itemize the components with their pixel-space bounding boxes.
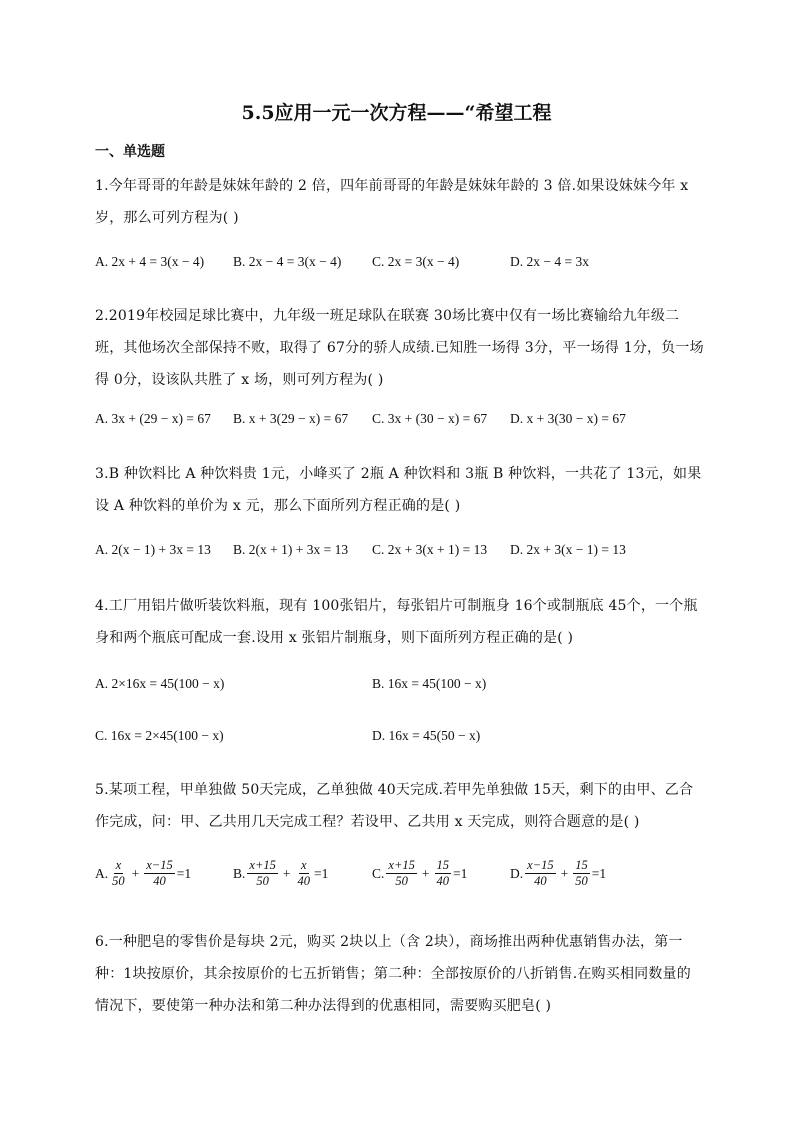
question-3-option-a[interactable]: A. 2(x − 1) + 3x = 13: [95, 542, 211, 557]
question-4-stem: 4.工厂用铝片做听装饮料瓶，现有 100张铝片，每张铝片可制瓶身 16个或制瓶底 45个，一个瓶身和两个瓶底可配成一套.设用 x 张铝片制瓶身，则下面所列方程正确的是( ): [95, 598, 698, 646]
numerator: x: [300, 858, 307, 872]
fraction: [435, 858, 452, 889]
numerator: 15: [436, 858, 449, 872]
numerator: 15: [575, 858, 588, 872]
denominator: 40: [153, 874, 166, 888]
option-letter: B.: [233, 865, 246, 881]
question-3-stem: 3.B 种饮料比 A 种饮料贵 1元，小峰买了 2瓶 A 种饮料和 3瓶 B 种饮料，一共花了 13元，如果设 A 种饮料的单价为 x 元，那么下面所列方程正确的是( ): [95, 466, 702, 514]
denominator: 50: [395, 874, 408, 888]
denominator: 50: [575, 874, 588, 888]
numerator: x−15: [527, 858, 554, 872]
question-1-stem: 1.今年哥哥的年龄是妹妹年龄的 2 倍，四年前哥哥的年龄是妹妹年龄的 3 倍.如果设妹妹今年 x 岁，那么可列方程为( ): [95, 178, 689, 226]
equation-rhs: =1: [591, 865, 607, 881]
option-letter: C.: [372, 865, 385, 881]
numerator: x: [115, 858, 122, 872]
fraction: [525, 858, 555, 889]
fraction: [110, 858, 127, 889]
question-2-option-d[interactable]: D. x + 3(30 − x) = 67: [510, 411, 626, 426]
fraction: [573, 858, 590, 889]
numerator: x−15: [146, 858, 173, 872]
option-letter: A.: [95, 865, 109, 881]
equation-rhs: =1: [176, 865, 192, 881]
question-4-option-b[interactable]: B. 16x = 45(100 − x): [372, 676, 487, 691]
question-2-option-b[interactable]: B. x + 3(29 − x) = 67: [233, 411, 349, 426]
fraction: [247, 858, 277, 889]
equation-rhs: =1: [314, 865, 329, 881]
question-4-option-d[interactable]: D. 16x = 45(50 − x): [372, 728, 481, 743]
question-6-stem: 6.一种肥皂的零售价是每块 2元，购买 2块以上（含 2块），商场推出两种优惠销售办法，第一种：1块按原价，其余按原价的七五折销售；第二种：全部按原价的八折销售.在购买相同数量的情况下，要使第一种办法和第二种办法得到的优惠相同，需要购买肥皂( ): [95, 934, 691, 1014]
section-heading: 一、单选题: [95, 144, 165, 160]
operator: +: [560, 865, 569, 881]
question-5-option-c[interactable]: [372, 858, 467, 889]
numerator: x+15: [388, 858, 415, 872]
question-2-option-c[interactable]: C. 3x + (30 − x) = 67: [372, 411, 488, 426]
question-3-option-d[interactable]: D. 2x + 3(x − 1) = 13: [510, 542, 626, 557]
equation-rhs: =1: [453, 865, 468, 881]
question-5-stem: 5.某项工程，甲单独做 50天完成，乙单独做 40天完成.若甲先单独做 15天，剩下的由甲、乙合作完成，问：甲、乙共用几天完成工程？若设甲、乙共用 x 天完成，则符合题意的是( ): [95, 782, 694, 830]
operator: +: [131, 865, 140, 881]
question-3-option-b[interactable]: B. 2(x + 1) + 3x = 13: [233, 542, 349, 557]
denominator: 40: [436, 874, 449, 888]
denominator: 40: [534, 874, 547, 888]
question-4-option-c[interactable]: C. 16x = 2×45(100 − x): [95, 728, 224, 743]
question-1-option-b[interactable]: B. 2x − 4 = 3(x − 4): [233, 254, 342, 269]
question-5-option-d[interactable]: [510, 858, 606, 889]
question-1-option-d[interactable]: D. 2x − 4 = 3x: [510, 254, 589, 269]
denominator: 50: [112, 874, 125, 888]
operator: +: [282, 865, 291, 881]
question-3-option-c[interactable]: C. 2x + 3(x + 1) = 13: [372, 542, 488, 557]
numerator: x+15: [249, 858, 276, 872]
fraction: [296, 858, 313, 889]
question-2-stem: 2.2019年校园足球比赛中，九年级一班足球队在联赛 30场比赛中仅有一场比赛输给九年级二班，其他场次全部保持不败，取得了 67分的骄人成绩.已知胜一场得 3分，平一场得 1分，负一场得 0分，设该队共胜了 x 场，则可列方程为( ): [95, 308, 704, 388]
question-5-option-b[interactable]: [233, 858, 328, 889]
option-letter: D.: [510, 865, 524, 881]
denominator: 40: [297, 874, 310, 888]
fraction: [386, 858, 416, 889]
question-5-option-a[interactable]: [95, 858, 191, 889]
question-2-option-a[interactable]: A. 3x + (29 − x) = 67: [95, 411, 211, 426]
page-title: 5.5应用一元一次方程——“希望工程: [241, 102, 552, 124]
denominator: 50: [256, 874, 269, 888]
operator: +: [421, 865, 430, 881]
question-4-option-a[interactable]: A. 2×16x = 45(100 − x): [95, 676, 225, 691]
question-1-option-a[interactable]: A. 2x + 4 = 3(x − 4): [95, 254, 205, 269]
fraction: [144, 858, 174, 889]
question-1-option-c[interactable]: C. 2x = 3(x − 4): [372, 254, 460, 269]
